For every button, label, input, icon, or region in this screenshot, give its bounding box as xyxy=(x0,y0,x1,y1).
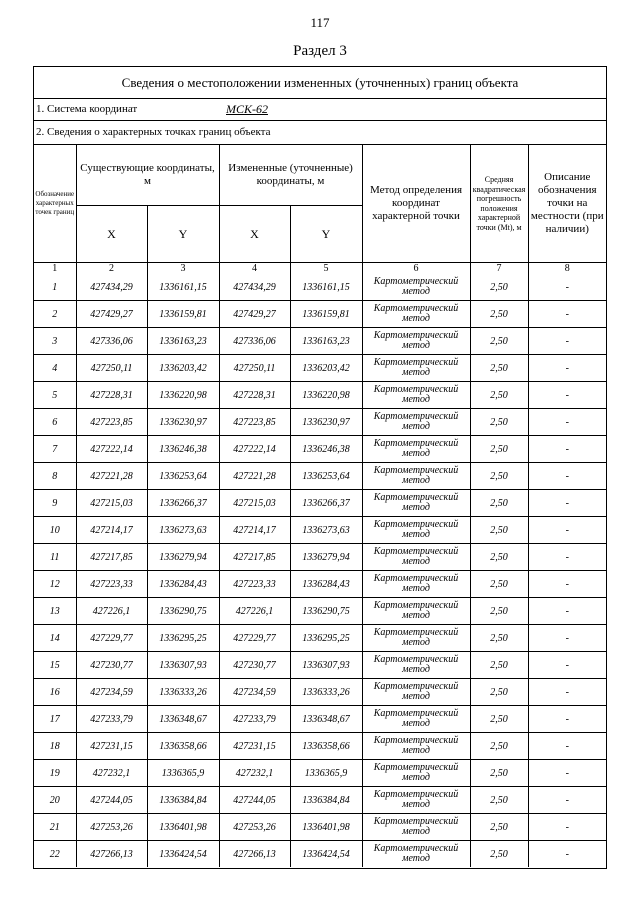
changed-y-value: 1336333,26 xyxy=(290,679,362,706)
changed-x-value: 427250,11 xyxy=(219,355,290,382)
table-title: Сведения о местоположении измененных (уточненных) границ объекта xyxy=(34,67,606,99)
existing-x-value: 427223,33 xyxy=(76,571,147,598)
description-value: - xyxy=(528,382,606,409)
point-number: 4 xyxy=(34,355,76,382)
changed-x-value: 427336,06 xyxy=(219,328,290,355)
existing-y-value: 1336295,25 xyxy=(147,625,219,652)
existing-x-value: 427232,1 xyxy=(76,760,147,787)
table-row xyxy=(34,787,606,814)
error-value: 2,50 xyxy=(470,382,528,409)
coordinate-system-value: МСК-62 xyxy=(226,102,268,116)
error-value: 2,50 xyxy=(470,301,528,328)
error-value: 2,50 xyxy=(470,625,528,652)
description-value: - xyxy=(528,814,606,841)
point-number: 8 xyxy=(34,463,76,490)
changed-y-value: 1336307,93 xyxy=(290,652,362,679)
point-number: 11 xyxy=(34,544,76,571)
method-value: Картометрический метод xyxy=(362,463,470,490)
table-row xyxy=(34,517,606,544)
description-value: - xyxy=(528,598,606,625)
changed-y-value: 1336253,64 xyxy=(290,463,362,490)
existing-y-value: 1336284,43 xyxy=(147,571,219,598)
table-row xyxy=(34,814,606,841)
table-row xyxy=(34,679,606,706)
header-changed-y: Y xyxy=(290,206,362,263)
table-row xyxy=(34,652,606,679)
method-value: Картометрический метод xyxy=(362,841,470,868)
changed-y-value: 1336295,25 xyxy=(290,625,362,652)
section-title: Раздел 3 xyxy=(293,43,347,59)
existing-x-value: 427221,28 xyxy=(76,463,147,490)
description-value: - xyxy=(528,517,606,544)
column-number: 3 xyxy=(147,263,219,275)
method-value: Картометрический метод xyxy=(362,598,470,625)
description-value: - xyxy=(528,490,606,517)
table-body xyxy=(34,274,606,867)
changed-x-value: 427228,31 xyxy=(219,382,290,409)
description-value: - xyxy=(528,544,606,571)
changed-x-value: 427214,17 xyxy=(219,517,290,544)
point-number: 14 xyxy=(34,625,76,652)
method-value: Картометрический метод xyxy=(362,760,470,787)
changed-x-value: 427233,79 xyxy=(219,706,290,733)
error-value: 2,50 xyxy=(470,355,528,382)
header-existing-y: Y xyxy=(147,206,219,263)
header-error: Средняя квадратическая погрешность положения характерной точки (Mt), м xyxy=(470,145,528,263)
error-value: 2,50 xyxy=(470,814,528,841)
table-row xyxy=(34,409,606,436)
changed-x-value: 427226,1 xyxy=(219,598,290,625)
column-number: 2 xyxy=(76,263,147,275)
changed-x-value: 427222,14 xyxy=(219,436,290,463)
header-point-id: Обозначение характерных точек границ xyxy=(34,145,76,263)
method-value: Картометрический метод xyxy=(362,814,470,841)
existing-x-value: 427215,03 xyxy=(76,490,147,517)
point-number: 17 xyxy=(34,706,76,733)
table-row xyxy=(34,760,606,787)
boundary-table-frame xyxy=(33,66,607,869)
existing-y-value: 1336161,15 xyxy=(147,274,219,301)
point-number: 2 xyxy=(34,301,76,328)
error-value: 2,50 xyxy=(470,598,528,625)
point-number: 10 xyxy=(34,517,76,544)
changed-x-value: 427223,85 xyxy=(219,409,290,436)
existing-y-value: 1336203,42 xyxy=(147,355,219,382)
error-value: 2,50 xyxy=(470,652,528,679)
changed-y-value: 1336279,94 xyxy=(290,544,362,571)
existing-x-value: 427228,31 xyxy=(76,382,147,409)
table-row xyxy=(34,463,606,490)
error-value: 2,50 xyxy=(470,571,528,598)
description-value: - xyxy=(528,436,606,463)
existing-y-value: 1336307,93 xyxy=(147,652,219,679)
table-row xyxy=(34,598,606,625)
existing-y-value: 1336333,26 xyxy=(147,679,219,706)
method-value: Картометрический метод xyxy=(362,625,470,652)
description-value: - xyxy=(528,625,606,652)
changed-y-value: 1336163,23 xyxy=(290,328,362,355)
existing-x-value: 427336,06 xyxy=(76,328,147,355)
header-changed-x: X xyxy=(219,206,290,263)
method-value: Картометрический метод xyxy=(362,436,470,463)
description-value: - xyxy=(528,355,606,382)
column-number: 8 xyxy=(528,263,606,275)
existing-y-value: 1336290,75 xyxy=(147,598,219,625)
existing-x-value: 427217,85 xyxy=(76,544,147,571)
description-value: - xyxy=(528,760,606,787)
point-number: 22 xyxy=(34,841,76,868)
column-number: 1 xyxy=(34,263,76,275)
changed-x-value: 427231,15 xyxy=(219,733,290,760)
existing-y-value: 1336384,84 xyxy=(147,787,219,814)
header-description: Описание обозначения точки на местности (при наличии) xyxy=(528,145,606,263)
point-number: 19 xyxy=(34,760,76,787)
column-number: 6 xyxy=(362,263,470,275)
method-value: Картометрический метод xyxy=(362,706,470,733)
error-value: 2,50 xyxy=(470,517,528,544)
existing-y-value: 1336159,81 xyxy=(147,301,219,328)
existing-x-value: 427434,29 xyxy=(76,274,147,301)
existing-x-value: 427429,27 xyxy=(76,301,147,328)
error-value: 2,50 xyxy=(470,463,528,490)
existing-y-value: 1336365,9 xyxy=(147,760,219,787)
point-number: 21 xyxy=(34,814,76,841)
changed-x-value: 427253,26 xyxy=(219,814,290,841)
existing-x-value: 427226,1 xyxy=(76,598,147,625)
error-value: 2,50 xyxy=(470,679,528,706)
point-number: 5 xyxy=(34,382,76,409)
error-value: 2,50 xyxy=(470,274,528,301)
changed-y-value: 1336384,84 xyxy=(290,787,362,814)
existing-x-value: 427214,17 xyxy=(76,517,147,544)
error-value: 2,50 xyxy=(470,733,528,760)
error-value: 2,50 xyxy=(470,409,528,436)
method-value: Картометрический метод xyxy=(362,544,470,571)
column-number: 5 xyxy=(290,263,362,275)
point-number: 13 xyxy=(34,598,76,625)
changed-y-value: 1336284,43 xyxy=(290,571,362,598)
changed-x-value: 427229,77 xyxy=(219,625,290,652)
description-value: - xyxy=(528,652,606,679)
description-value: - xyxy=(528,301,606,328)
description-value: - xyxy=(528,274,606,301)
changed-x-value: 427232,1 xyxy=(219,760,290,787)
existing-y-value: 1336220,98 xyxy=(147,382,219,409)
existing-y-value: 1336230,97 xyxy=(147,409,219,436)
existing-x-value: 427229,77 xyxy=(76,625,147,652)
existing-x-value: 427266,13 xyxy=(76,841,147,868)
existing-y-value: 1336266,37 xyxy=(147,490,219,517)
changed-y-value: 1336401,98 xyxy=(290,814,362,841)
column-number: 7 xyxy=(470,263,528,275)
description-value: - xyxy=(528,409,606,436)
point-number: 18 xyxy=(34,733,76,760)
changed-x-value: 427223,33 xyxy=(219,571,290,598)
point-number: 1 xyxy=(34,274,76,301)
existing-y-value: 1336279,94 xyxy=(147,544,219,571)
points-section-text: 2. Сведения о характерных точках границ объекта xyxy=(36,126,271,138)
changed-y-value: 1336290,75 xyxy=(290,598,362,625)
error-value: 2,50 xyxy=(470,760,528,787)
existing-x-value: 427223,85 xyxy=(76,409,147,436)
method-value: Картометрический метод xyxy=(362,733,470,760)
changed-y-value: 1336203,42 xyxy=(290,355,362,382)
existing-x-value: 427250,11 xyxy=(76,355,147,382)
changed-y-value: 1336358,66 xyxy=(290,733,362,760)
header-existing-x: X xyxy=(76,206,147,263)
column-numbers-row xyxy=(34,263,606,275)
existing-y-value: 1336163,23 xyxy=(147,328,219,355)
points-table xyxy=(34,145,606,867)
error-value: 2,50 xyxy=(470,706,528,733)
changed-y-value: 1336365,9 xyxy=(290,760,362,787)
existing-y-value: 1336358,66 xyxy=(147,733,219,760)
changed-x-value: 427266,13 xyxy=(219,841,290,868)
table-row xyxy=(34,436,606,463)
existing-x-value: 427222,14 xyxy=(76,436,147,463)
error-value: 2,50 xyxy=(470,841,528,868)
changed-y-value: 1336266,37 xyxy=(290,490,362,517)
existing-y-value: 1336424,54 xyxy=(147,841,219,868)
method-value: Картометрический метод xyxy=(362,787,470,814)
point-number: 9 xyxy=(34,490,76,517)
coordinate-system-row xyxy=(34,99,606,121)
error-value: 2,50 xyxy=(470,544,528,571)
table-row xyxy=(34,301,606,328)
changed-x-value: 427434,29 xyxy=(219,274,290,301)
existing-x-value: 427244,05 xyxy=(76,787,147,814)
point-number: 16 xyxy=(34,679,76,706)
header-changed-coords: Измененные (уточненные) координаты, м xyxy=(219,145,362,206)
method-value: Картометрический метод xyxy=(362,409,470,436)
existing-y-value: 1336253,64 xyxy=(147,463,219,490)
description-value: - xyxy=(528,706,606,733)
error-value: 2,50 xyxy=(470,787,528,814)
table-row xyxy=(34,706,606,733)
column-number: 4 xyxy=(219,263,290,275)
method-value: Картометрический метод xyxy=(362,355,470,382)
method-value: Картометрический метод xyxy=(362,517,470,544)
description-value: - xyxy=(528,841,606,868)
coordinate-system-label: 1. Система координат xyxy=(36,103,138,115)
changed-x-value: 427230,77 xyxy=(219,652,290,679)
description-value: - xyxy=(528,733,606,760)
point-number: 7 xyxy=(34,436,76,463)
method-value: Картометрический метод xyxy=(362,652,470,679)
method-value: Картометрический метод xyxy=(362,301,470,328)
point-number: 15 xyxy=(34,652,76,679)
point-number: 6 xyxy=(34,409,76,436)
existing-x-value: 427233,79 xyxy=(76,706,147,733)
changed-y-value: 1336424,54 xyxy=(290,841,362,868)
changed-y-value: 1336246,38 xyxy=(290,436,362,463)
description-value: - xyxy=(528,787,606,814)
method-value: Картометрический метод xyxy=(362,490,470,517)
error-value: 2,50 xyxy=(470,490,528,517)
table-row xyxy=(34,625,606,652)
table-row xyxy=(34,571,606,598)
header-row-1 xyxy=(34,145,606,206)
existing-y-value: 1336348,67 xyxy=(147,706,219,733)
description-value: - xyxy=(528,328,606,355)
changed-y-value: 1336161,15 xyxy=(290,274,362,301)
table-row xyxy=(34,544,606,571)
existing-y-value: 1336246,38 xyxy=(147,436,219,463)
point-number: 20 xyxy=(34,787,76,814)
table-row xyxy=(34,841,606,868)
points-section-label xyxy=(34,121,606,145)
changed-y-value: 1336230,97 xyxy=(290,409,362,436)
header-method: Метод определения координат характерной точки xyxy=(362,145,470,263)
existing-x-value: 427253,26 xyxy=(76,814,147,841)
description-value: - xyxy=(528,571,606,598)
error-value: 2,50 xyxy=(470,328,528,355)
method-value: Картометрический метод xyxy=(362,571,470,598)
existing-x-value: 427234,59 xyxy=(76,679,147,706)
changed-x-value: 427217,85 xyxy=(219,544,290,571)
description-value: - xyxy=(528,463,606,490)
page-number: 117 xyxy=(310,15,330,30)
changed-x-value: 427244,05 xyxy=(219,787,290,814)
method-value: Картометрический метод xyxy=(362,328,470,355)
changed-x-value: 427221,28 xyxy=(219,463,290,490)
existing-x-value: 427230,77 xyxy=(76,652,147,679)
method-value: Картометрический метод xyxy=(362,274,470,301)
point-number: 12 xyxy=(34,571,76,598)
error-value: 2,50 xyxy=(470,436,528,463)
changed-y-value: 1336348,67 xyxy=(290,706,362,733)
method-value: Картометрический метод xyxy=(362,382,470,409)
method-value: Картометрический метод xyxy=(362,679,470,706)
changed-y-value: 1336273,63 xyxy=(290,517,362,544)
description-value: - xyxy=(528,679,606,706)
table-row xyxy=(34,274,606,301)
existing-y-value: 1336273,63 xyxy=(147,517,219,544)
changed-y-value: 1336159,81 xyxy=(290,301,362,328)
header-existing-coords: Существующие координаты, м xyxy=(76,145,219,206)
existing-x-value: 427231,15 xyxy=(76,733,147,760)
existing-y-value: 1336401,98 xyxy=(147,814,219,841)
changed-y-value: 1336220,98 xyxy=(290,382,362,409)
table-row xyxy=(34,733,606,760)
table-row xyxy=(34,355,606,382)
table-row xyxy=(34,490,606,517)
table-row xyxy=(34,382,606,409)
point-number: 3 xyxy=(34,328,76,355)
table-row xyxy=(34,328,606,355)
changed-x-value: 427429,27 xyxy=(219,301,290,328)
changed-x-value: 427215,03 xyxy=(219,490,290,517)
changed-x-value: 427234,59 xyxy=(219,679,290,706)
